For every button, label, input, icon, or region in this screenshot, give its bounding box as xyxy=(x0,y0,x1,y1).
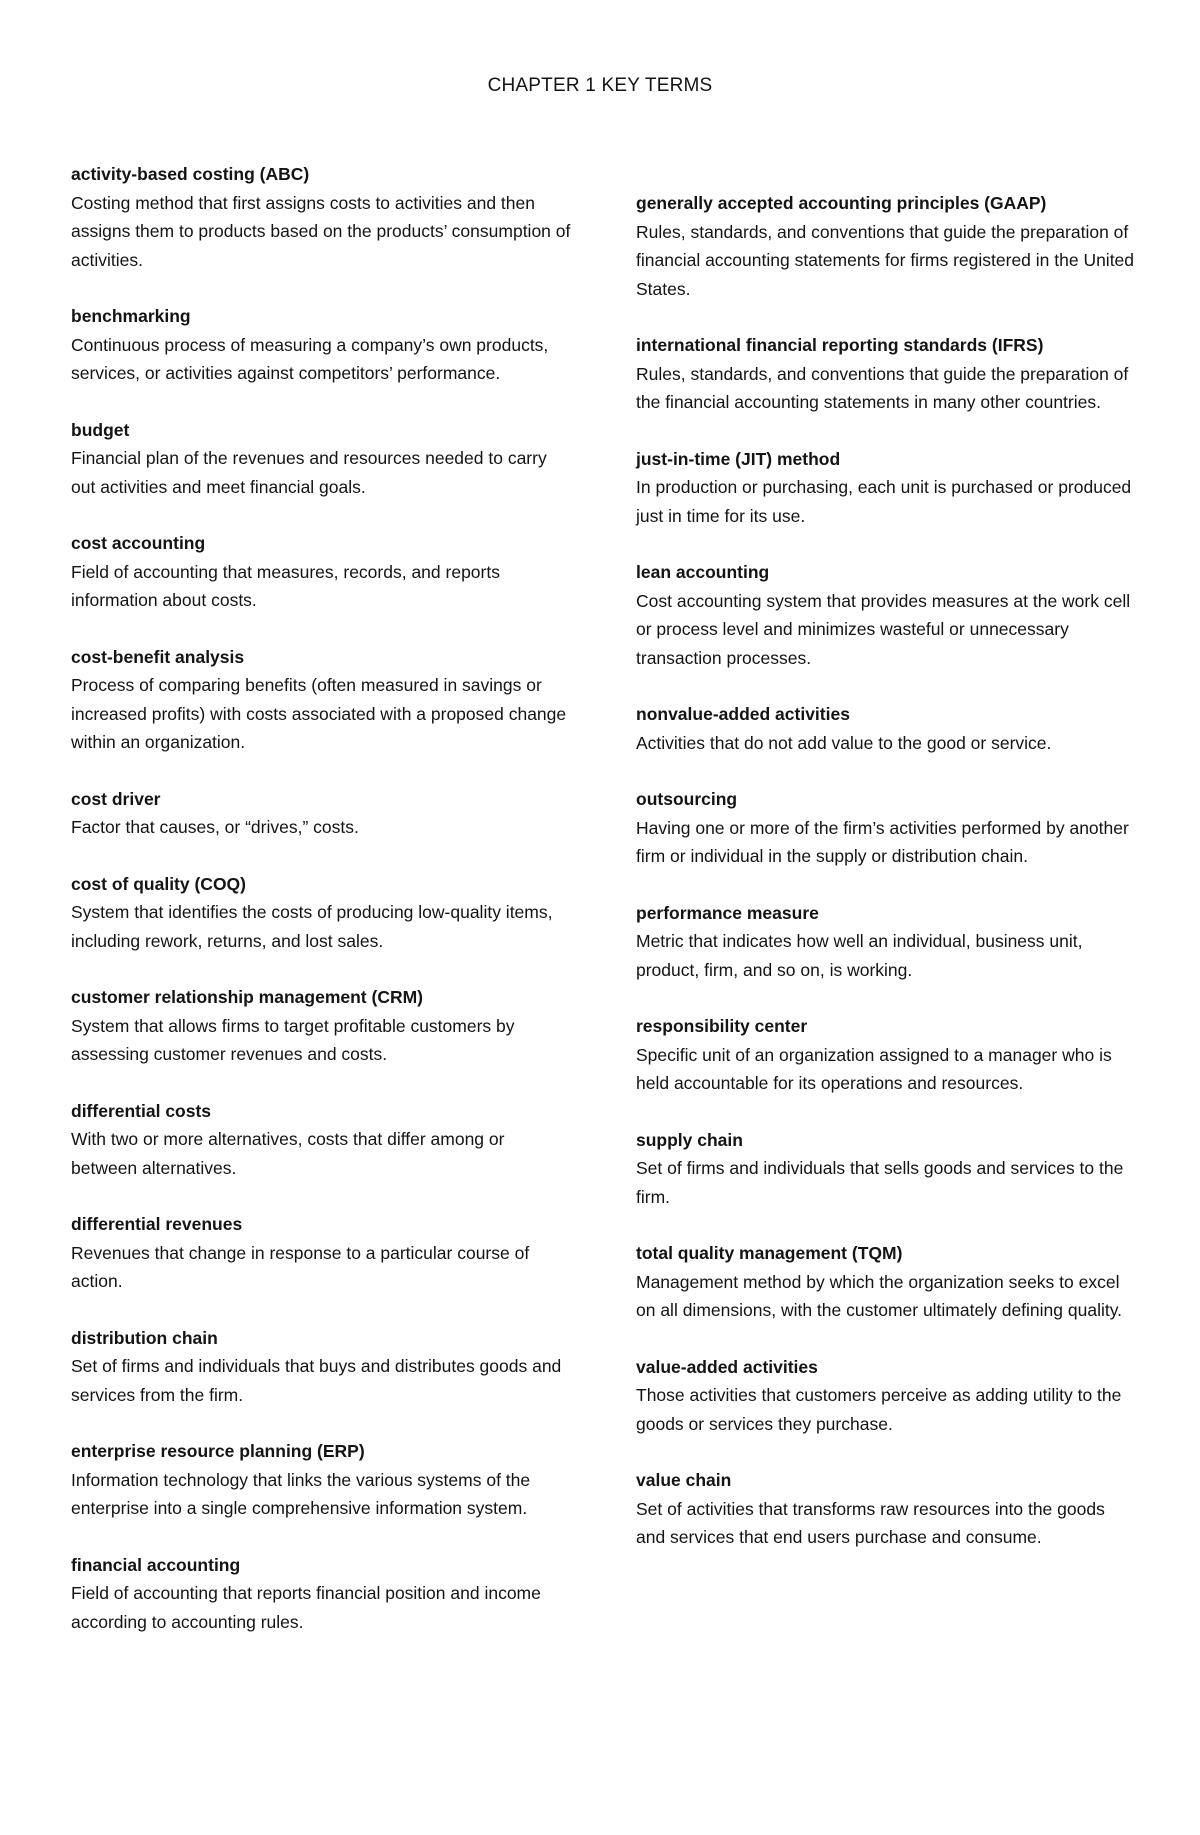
term-definition: Continuous process of measuring a company’s own products, services, or activities against competitors’ performance. xyxy=(71,334,549,383)
term-definition: System that identifies the costs of producing low-quality items, including rework, returns, and lost sales. xyxy=(71,902,553,951)
term-definition: Factor that causes, or “drives,” costs. xyxy=(71,817,359,837)
term-definition: Set of firms and individuals that buys and distributes goods and services from the firm. xyxy=(71,1356,562,1405)
term-entry xyxy=(636,558,1136,672)
term-definition: System that allows firms to target profitable customers by assessing customer revenues and costs. xyxy=(71,1015,515,1064)
term-definition: Costing method that first assigns costs to activities and then assigns them to products based on the products’ consumption of activities. xyxy=(71,192,571,270)
term-entry xyxy=(636,1353,1136,1439)
term-name: distribution chain xyxy=(71,1327,218,1348)
term-name: cost-benefit analysis xyxy=(71,646,245,667)
term-name: enterprise resource planning (ERP) xyxy=(71,1441,365,1461)
term-entry xyxy=(71,1210,571,1296)
term-entry xyxy=(71,643,571,757)
term-definition: Metric that indicates how well an individual, business unit, product, firm, and so on, is working. xyxy=(636,931,1083,980)
term-definition: Those activities that customers perceive as adding utility to the goods or services they purchase. xyxy=(636,1385,1122,1434)
term-name: budget xyxy=(71,419,130,440)
term-entry xyxy=(71,1551,571,1637)
term-name: responsibility center xyxy=(636,1016,808,1036)
term-definition: Process of comparing benefits (often measured in savings or increased profits) with costs associated with a proposed change within an organization. xyxy=(71,675,567,752)
term-definition: Rules, standards, and conventions that guide the preparation of financial accounting statements for firms registered in the United States. xyxy=(636,221,1135,299)
term-definition: With two or more alternatives, costs that differ among or between alternatives. xyxy=(71,1129,505,1178)
term-name: cost accounting xyxy=(71,533,206,553)
term-name: benchmarking xyxy=(71,306,191,326)
term-entry xyxy=(636,1126,1136,1212)
term-definition: Having one or more of the firm’s activities performed by another firm or individual in the supply or distribution chain. xyxy=(636,817,1129,866)
term-entry xyxy=(71,1437,571,1523)
term-definition: Field of accounting that reports financial position and income according to accounting rules. xyxy=(71,1583,541,1632)
term-entry xyxy=(636,785,1136,871)
term-name: performance measure xyxy=(636,902,819,923)
page-title: CHAPTER 1 KEY TERMS xyxy=(487,75,713,96)
term-name: outsourcing xyxy=(636,789,738,809)
term-entry xyxy=(636,331,1136,417)
term-definition: Rules, standards, and conventions that guide the preparation of the financial accounting statements in many other countries. xyxy=(636,363,1129,412)
term-name: financial accounting xyxy=(71,1554,241,1575)
term-entry xyxy=(71,416,571,502)
term-name: customer relationship management (CRM) xyxy=(71,987,423,1007)
term-entry xyxy=(71,1324,571,1410)
term-name: differential costs xyxy=(71,1100,212,1121)
term-entry xyxy=(71,983,571,1069)
term-name: supply chain xyxy=(636,1129,743,1150)
term-entry xyxy=(71,160,571,274)
term-entry xyxy=(636,1012,1136,1098)
term-definition: In production or purchasing, each unit is purchased or produced just in time for its use. xyxy=(636,477,1132,526)
term-name: total quality management (TQM) xyxy=(636,1243,903,1263)
term-name: value chain xyxy=(636,1470,732,1490)
term-definition: Management method by which the organization seeks to excel on all dimensions, with the customer ultimately defining quality. xyxy=(636,1271,1123,1320)
term-definition: Revenues that change in response to a particular course of action. xyxy=(71,1242,530,1291)
term-entry xyxy=(71,870,571,956)
term-entry xyxy=(636,445,1136,531)
term-entry xyxy=(636,700,1136,757)
term-name: cost driver xyxy=(71,788,161,809)
term-entry xyxy=(636,189,1136,303)
term-definition: Activities that do not add value to the good or service. xyxy=(636,732,1052,753)
term-name: value-added activities xyxy=(636,1356,818,1377)
term-entry xyxy=(71,529,571,615)
term-entry xyxy=(636,1466,1136,1552)
term-name: generally accepted accounting principles (GAAP) xyxy=(636,193,1047,213)
term-entry xyxy=(71,1097,571,1183)
term-name: nonvalue-added activities xyxy=(636,704,850,724)
term-definition: Set of activities that transforms raw resources into the goods and services that end users purchase and consume. xyxy=(636,1498,1105,1547)
term-definition: Set of firms and individuals that sells goods and services to the firm. xyxy=(636,1158,1124,1207)
term-name: cost of quality (COQ) xyxy=(71,873,246,894)
right-column xyxy=(636,189,1136,1580)
term-entry xyxy=(636,1239,1136,1325)
term-entry xyxy=(71,785,571,842)
term-name: just-in-time (JIT) method xyxy=(636,448,841,469)
term-name: differential revenues xyxy=(71,1214,243,1234)
term-name: activity-based costing (ABC) xyxy=(71,164,310,184)
term-definition: Field of accounting that measures, records, and reports information about costs. xyxy=(71,561,500,610)
term-name: international financial reporting standards (IFRS) xyxy=(636,335,1044,355)
term-name: lean accounting xyxy=(636,562,770,582)
term-entry xyxy=(636,899,1136,985)
term-definition: Cost accounting system that provides measures at the work cell or process level and minimizes wasteful or unnecessary transaction processes. xyxy=(636,590,1131,668)
left-column xyxy=(71,160,571,1664)
term-entry xyxy=(71,302,571,388)
term-definition: Information technology that links the various systems of the enterprise into a single comprehensive information system. xyxy=(71,1469,531,1518)
term-definition: Specific unit of an organization assigned to a manager who is held accountable for its operations and resources. xyxy=(636,1044,1112,1093)
term-definition: Financial plan of the revenues and resources needed to carry out activities and meet financial goals. xyxy=(71,448,547,497)
